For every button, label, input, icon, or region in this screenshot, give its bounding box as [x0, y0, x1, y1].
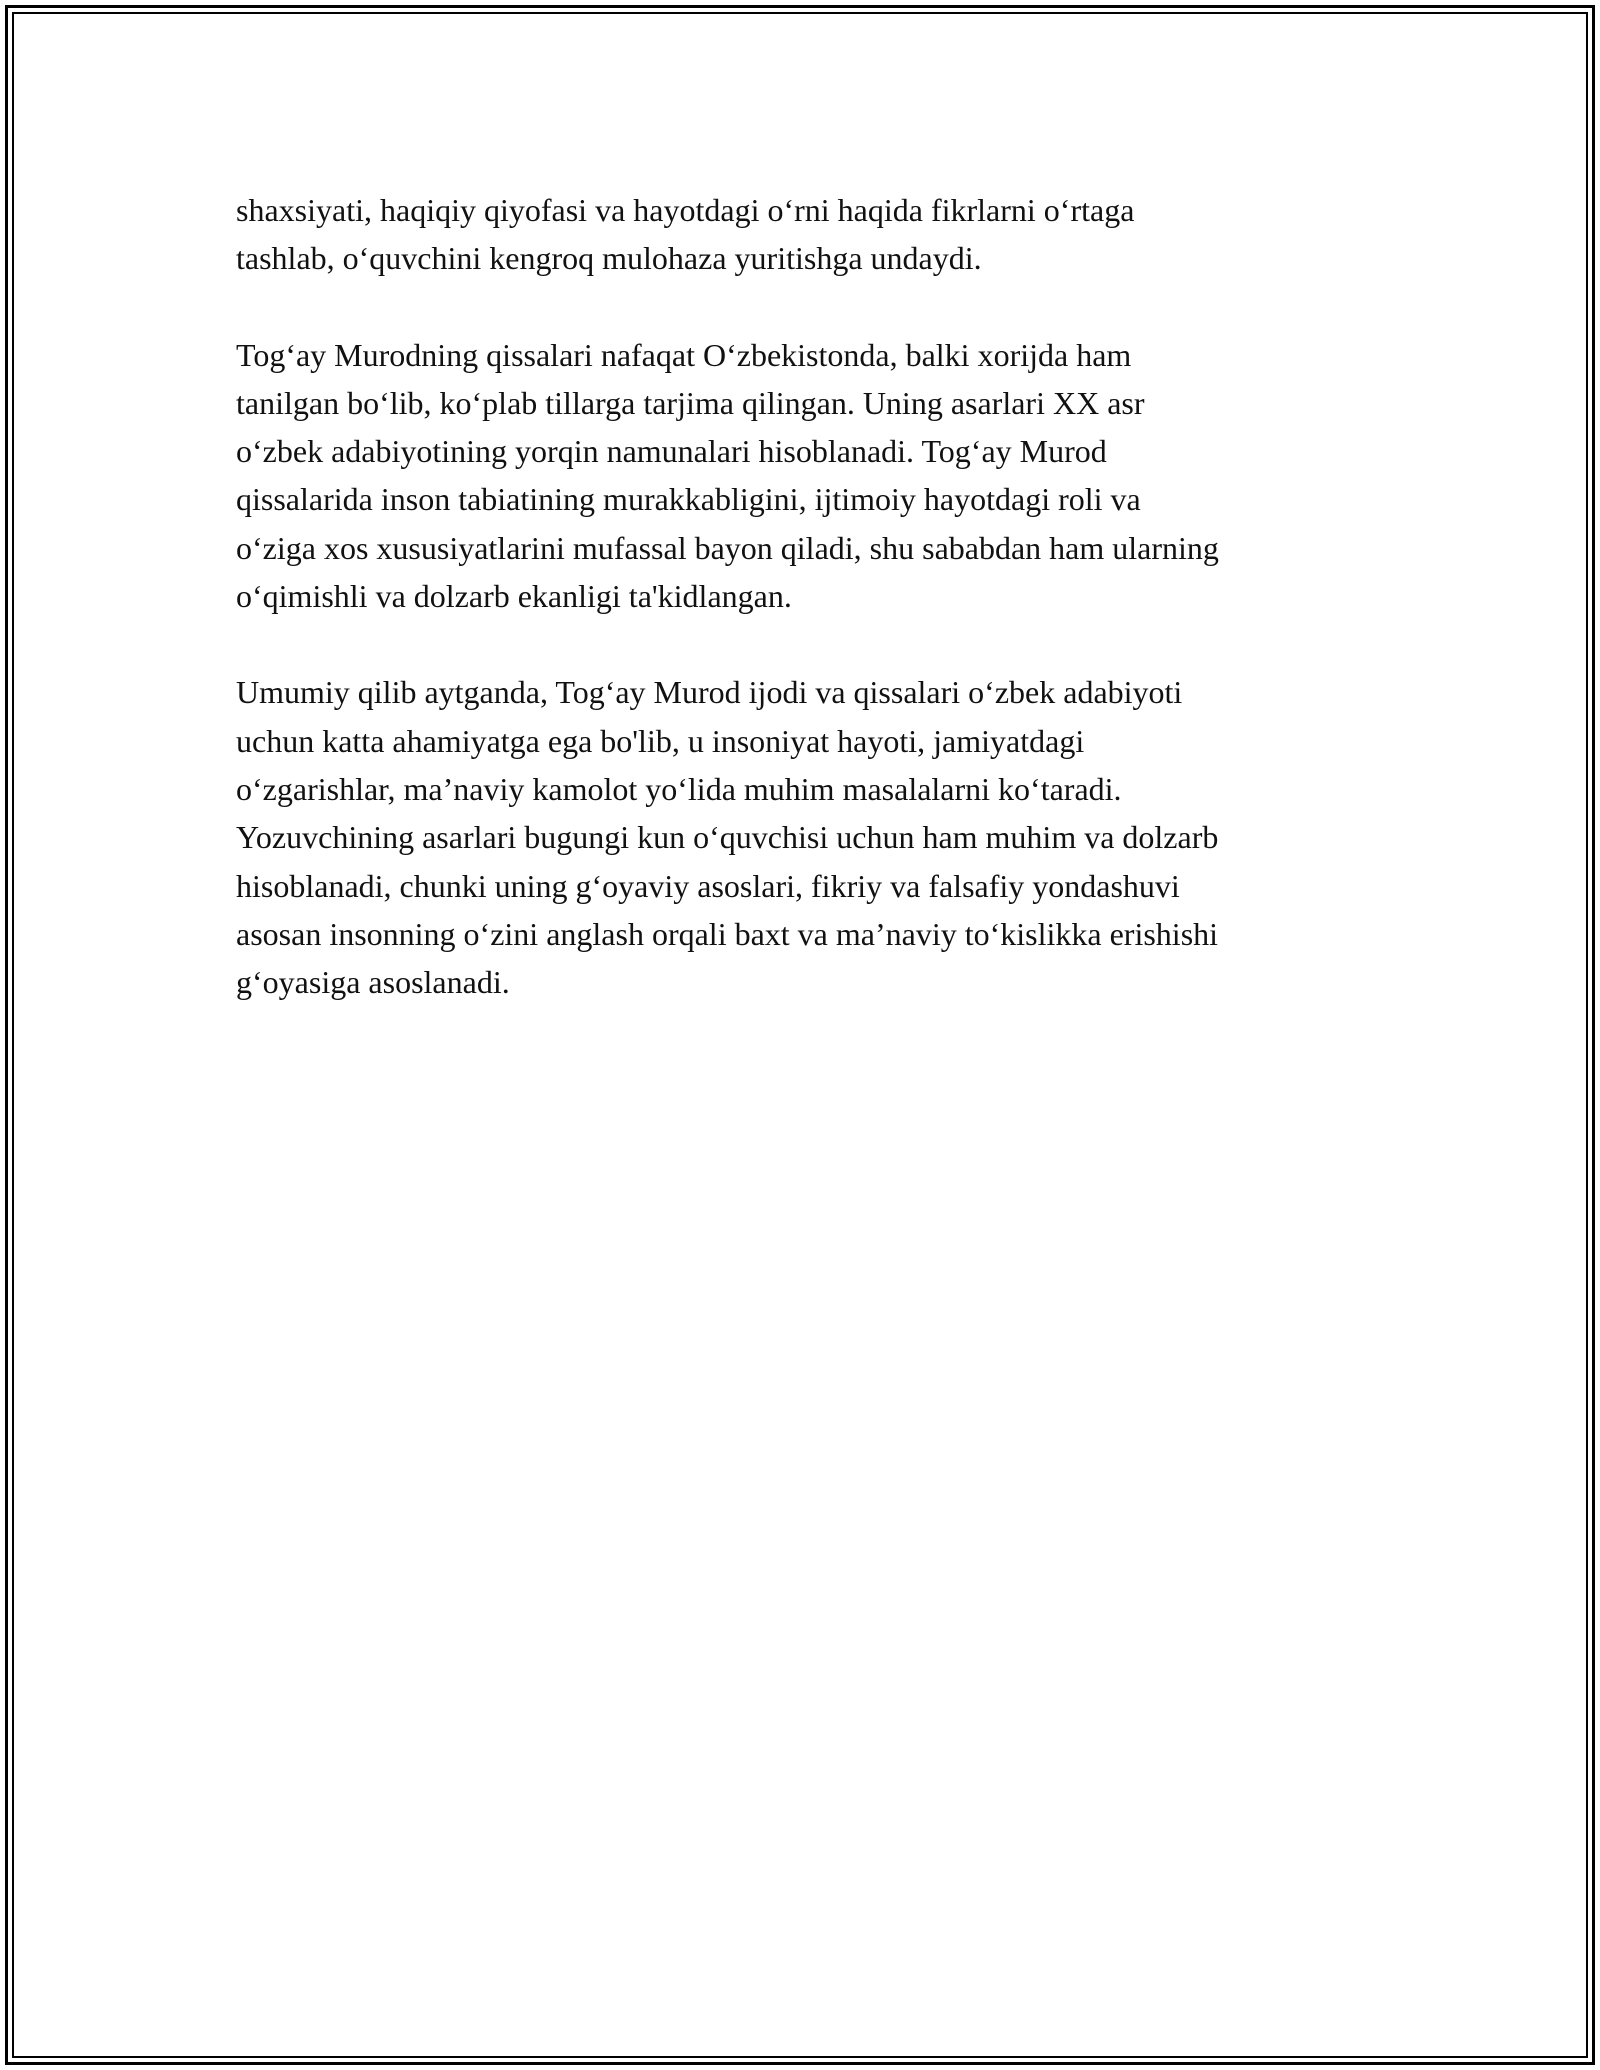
paragraph-1	[236, 186, 1396, 283]
paragraph-2	[236, 331, 1396, 621]
text-line: Tog‘ay Murodning qissalari nafaqat O‘zbekistonda, balki xorijda ham	[236, 336, 1132, 373]
text-line: tashlab, o‘quvchini kengroq mulohaza yuritishga undaydi.	[236, 240, 982, 277]
text-line: o‘zbek adabiyotining yorqin namunalari hisoblanadi. Tog‘ay Murod	[236, 433, 1107, 470]
text-line: o‘zgarishlar, ma’naviy kamolot yo‘lida muhim masalalarni ko‘taradi.	[236, 770, 1122, 807]
text-line: o‘qimishli va dolzarb ekanligi ta'kidlangan.	[236, 578, 792, 615]
text-line: asosan insonning o‘zini anglash orqali baxt va ma’naviy to‘kislikka erishishi	[236, 915, 1219, 952]
text-line: o‘ziga xos xususiyatlarini mufassal bayon qiladi, shu sababdan ham ularning	[236, 529, 1219, 566]
text-line: qissalarida inson tabiatining murakkabligini, ijtimoiy hayotdagi roli va	[236, 481, 1141, 518]
document-body	[236, 186, 1396, 1054]
text-line: uchun katta ahamiyatga ega bo'lib, u insoniyat hayoti, jamiyatdagi	[236, 722, 1085, 759]
paragraph-3	[236, 668, 1396, 1006]
text-line: Yozuvchining asarlari bugungi kun o‘quvchisi uchun ham muhim va dolzarb	[236, 819, 1219, 856]
text-line: hisoblanadi, chunki uning g‘oyaviy asoslari, fikriy va falsafiy yondashuvi	[236, 867, 1180, 904]
text-line: g‘oyasiga asoslanadi.	[236, 964, 510, 1001]
text-line: shaxsiyati, haqiqiy qiyofasi va hayotdagi o‘rni haqida fikrlarni o‘rtaga	[236, 192, 1135, 228]
text-line: Umumiy qilib aytganda, Tog‘ay Murod ijodi va qissalari o‘zbek adabiyoti	[236, 674, 1183, 711]
text-line: tanilgan bo‘lib, ko‘plab tillarga tarjima qilingan. Uning asarlari XX asr	[236, 384, 1145, 421]
